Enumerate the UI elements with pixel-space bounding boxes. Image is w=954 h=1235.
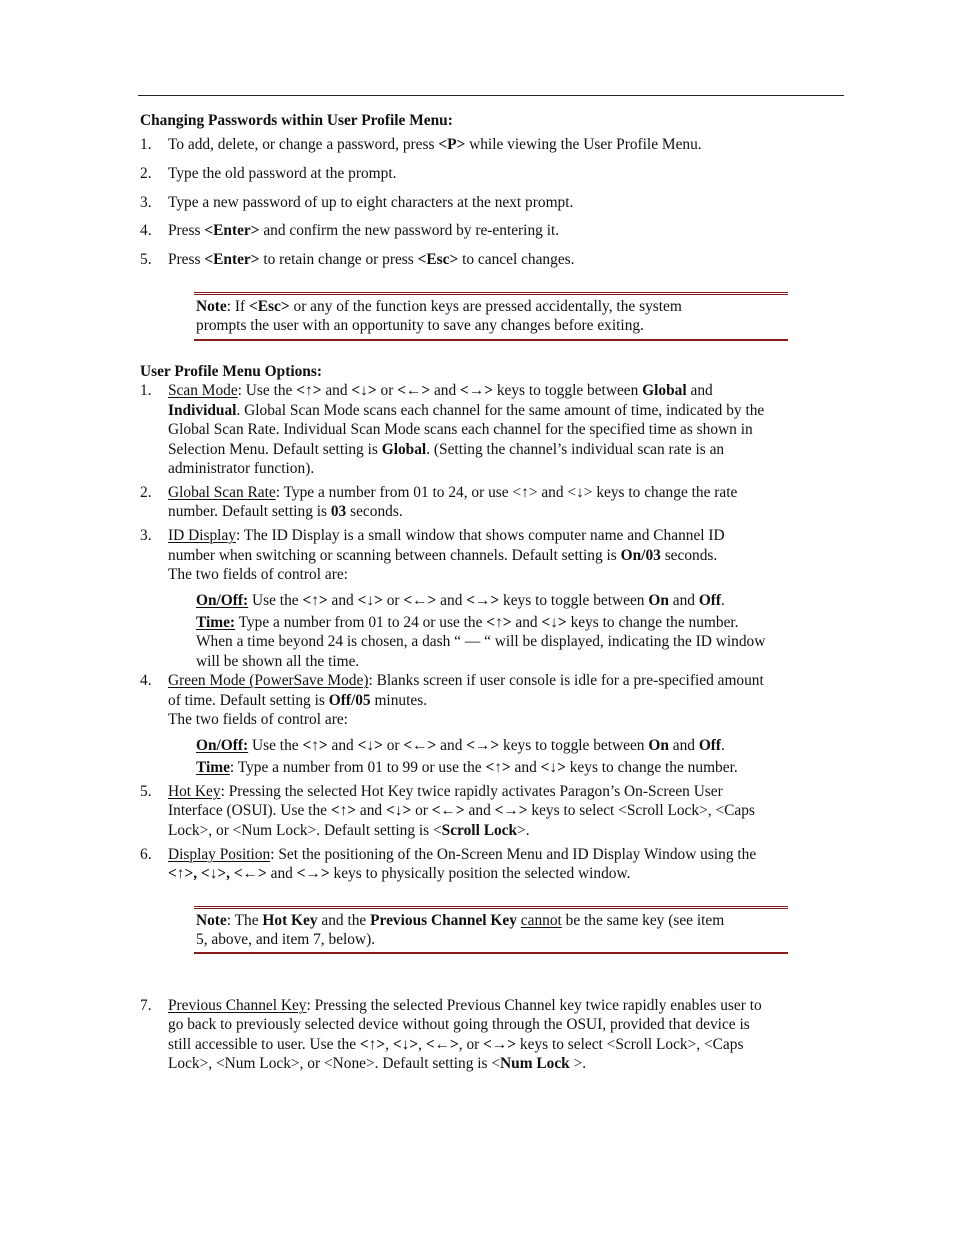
option-line: administrator function). (168, 460, 315, 477)
step-number: 2. (140, 165, 152, 182)
option-line: ID Display: The ID Display is a small window that shows computer name and Channel ID (168, 527, 725, 544)
sub-field-line: will be shown all the time. (196, 653, 360, 670)
option-line: <↑>, <↓>, <←> and <→> keys to physically position the selected window. (168, 865, 631, 882)
option-title: Hot Key (168, 783, 221, 800)
option-line: number. Default setting is 03 seconds. (168, 503, 403, 520)
option-number: 1. (140, 382, 152, 399)
option-line: Lock>, or <Num Lock>. Default setting is <Scroll Lock>. (168, 822, 530, 839)
option-line: The two fields of control are: (168, 711, 348, 728)
passwords-heading: Changing Passwords within User Profile Menu: (140, 112, 453, 129)
option-title: Green Mode (PowerSave Mode) (168, 672, 369, 689)
option-number: 3. (140, 527, 152, 544)
option-line: number when switching or scanning between channels. Default setting is On/03 seconds. (168, 547, 718, 564)
option-line: go back to previously selected device without going through the OSUI, provided that device is (168, 1016, 750, 1033)
option-line: Individual. Global Scan Mode scans each channel for the same amount of time, indicated by the (168, 402, 765, 419)
option-line: The two fields of control are: (168, 566, 348, 583)
options-heading: User Profile Menu Options: (140, 363, 322, 380)
field-title: Time: (196, 614, 236, 631)
option-line: of time. Default setting is Off/05 minutes. (168, 692, 428, 709)
option-line: Hot Key: Pressing the selected Hot Key twice rapidly activates Paragon’s On-Screen User (168, 783, 723, 800)
option-number: 7. (140, 997, 152, 1014)
note-line: prompts the user with an opportunity to save any changes before exiting. (196, 317, 644, 334)
option-title: Global Scan Rate (168, 484, 276, 501)
option-line: Display Position: Set the positioning of the On-Screen Menu and ID Display Window using the (168, 846, 757, 863)
option-number: 4. (140, 672, 152, 689)
option-title: ID Display (168, 527, 236, 544)
option-title: Scan Mode (168, 382, 238, 399)
option-line: Scan Mode: Use the <↑> and <↓> or <←> and <→> keys to toggle between Global and (168, 382, 713, 399)
sub-field-line: On/Off: Use the <↑> and <↓> or <←> and <→> keys to toggle between On and Off. (196, 592, 725, 609)
note-line: Note: If <Esc> or any of the function keys are pressed accidentally, the system (196, 298, 682, 315)
option-line: Global Scan Rate: Type a number from 01 to 24, or use <↑> and <↓> keys to change the rate (168, 484, 738, 501)
step-text: Press <Enter> to retain change or press <Esc> to cancel changes. (168, 251, 575, 268)
option-line: Selection Menu. Default setting is Global. (Setting the channel’s individual scan rate is an (168, 441, 725, 458)
option-number: 2. (140, 484, 152, 501)
sub-field-line: When a time beyond 24 is chosen, a dash “ — “ will be displayed, indicating the ID window (196, 633, 766, 650)
step-text: Press <Enter> and confirm the new password by re-entering it. (168, 222, 560, 239)
note-line: Note: The Hot Key and the Previous Channel Key cannot be the same key (see item (196, 912, 725, 929)
key-label: <P> (438, 136, 466, 153)
field-title: Time (196, 759, 230, 776)
step-text: Type a new password of up to eight characters at the next prompt. (168, 194, 574, 211)
sub-field-line: Time: Type a number from 01 to 24 or use the <↑> and <↓> keys to change the number. (196, 614, 739, 631)
option-title: Display Position (168, 846, 271, 863)
option-line: Previous Channel Key: Pressing the selected Previous Channel key twice rapidly enables user to (168, 997, 762, 1014)
step-number: 1. (140, 136, 152, 153)
step-number: 5. (140, 251, 152, 268)
sub-field-line: Time: Type a number from 01 to 99 or use the <↑> and <↓> keys to change the number. (196, 759, 738, 776)
step-number: 4. (140, 222, 152, 239)
option-line: Green Mode (PowerSave Mode): Blanks screen if user console is idle for a pre-specified amount (168, 672, 764, 689)
option-line: Interface (OSUI). Use the <↑> and <↓> or <←> and <→> keys to select <Scroll Lock>, <Caps (168, 802, 755, 819)
option-line: Global Scan Rate. Individual Scan Mode scans each channel for the specified time as shown in (168, 421, 753, 438)
step-number: 3. (140, 194, 152, 211)
option-line: Lock>, <Num Lock>, or <None>. Default setting is <Num Lock >. (168, 1055, 587, 1072)
option-line: still accessible to user. Use the <↑>, <↓>, <←>, or <→> keys to select <Scroll Lock>, <Caps (168, 1036, 744, 1053)
field-title: On/Off: (196, 592, 249, 609)
header-rule (138, 95, 844, 96)
note-line: 5, above, and item 7, below). (196, 931, 376, 948)
option-title: Previous Channel Key (168, 997, 307, 1014)
field-title: On/Off: (196, 737, 249, 754)
option-number: 6. (140, 846, 152, 863)
step-text: Type the old password at the prompt. (168, 165, 397, 182)
option-number: 5. (140, 783, 152, 800)
sub-field-line: On/Off: Use the <↑> and <↓> or <←> and <→> keys to toggle between On and Off. (196, 737, 725, 754)
step-text: To add, delete, or change a password, press <P> while viewing the User Profile Menu. (168, 136, 702, 153)
